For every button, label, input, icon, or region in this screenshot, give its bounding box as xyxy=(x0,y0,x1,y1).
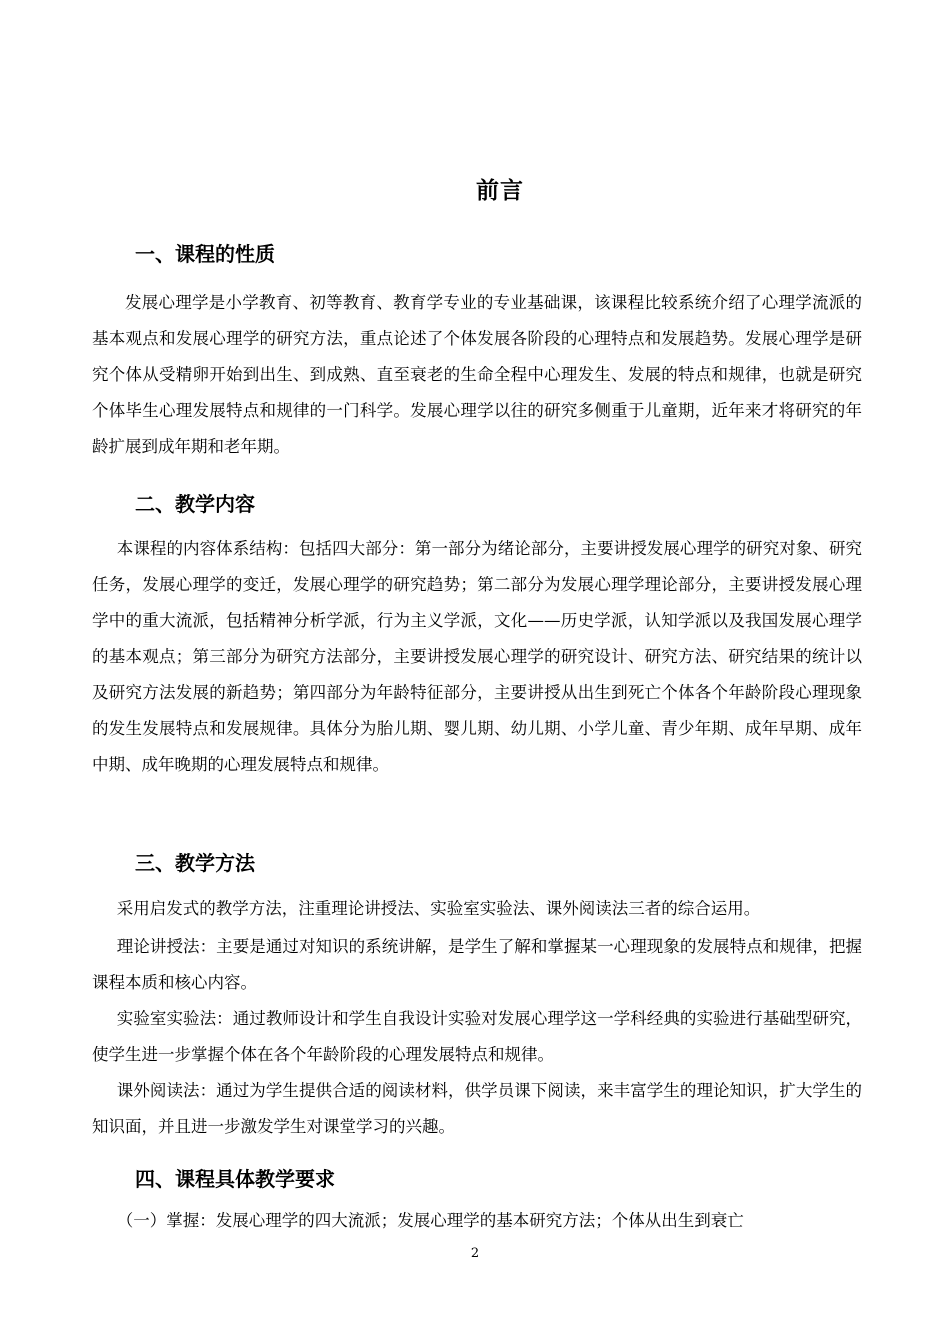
section-heading-content: 二、教学内容 xyxy=(135,492,255,516)
page-number: 2 xyxy=(470,1246,480,1261)
section-paragraph: 采用启发式的教学方法，注重理论讲授法、实验室实验法、课外阅读法三者的综合运用。 xyxy=(116,899,761,918)
section-heading-requirements: 四、课程具体教学要求 xyxy=(135,1167,335,1191)
section-paragraph: 本课程的内容体系结构：包括四大部分：第一部分为绪论部分，主要讲授发展心理学的研究对象、研究任务，发展心理学的变迁，发展心理学的研究趋势；第二部分为发展心理学理论部分，主要讲授发展心理学中的重大流派，包括精神分析学派，行为主义学派，文化——历史学派，认知学派以及我国发展心理学的基本观点；第三部分为研究方法部分，主要讲授发展心理学的研究设计、研究方法、研究结果的统计以及研究方法发展的新趋势；第四部分为年龄特征部分，主要讲授从出生到死亡个体各个年龄阶段心理现象的发生发展特点和发展规律。具体分为胎儿期、婴儿期、幼儿期、小学儿童、青少年期、成年早期、成年中期、成年晚期的心理发展特点和规律。 xyxy=(92,539,862,774)
section-heading-methods: 三、教学方法 xyxy=(135,851,255,875)
section-paragraph: （一）掌握：发展心理学的四大流派；发展心理学的基本研究方法；个体从出生到衰亡 xyxy=(116,1211,744,1230)
section-heading-nature: 一、课程的性质 xyxy=(135,242,275,266)
section-paragraph: 发展心理学是小学教育、初等教育、教育学专业的专业基础课，该课程比较系统介绍了心理学流派的基本观点和发展心理学的研究方法，重点论述了个体发展各阶段的心理特点和发展趋势。发展心理学是研究个体从受精卵开始到出生、到成熟、直至衰老的生命全程中心理发生、发展的特点和规律，也就是研究个体毕生心理发展特点和规律的一门科学。发展心理学以往的研究多侧重于儿童期，近年来才将研究的年龄扩展到成年期和老年期。 xyxy=(92,293,862,456)
section-paragraph: 课外阅读法：通过为学生提供合适的阅读材料，供学员课下阅读，来丰富学生的理论知识，扩大学生的知识面，并且进一步激发学生对课堂学习的兴趣。 xyxy=(92,1081,862,1136)
section-paragraph: 理论讲授法：主要是通过对知识的系统讲解，是学生了解和掌握某一心理现象的发展特点和规律，把握课程本质和核心内容。 xyxy=(92,937,862,992)
document-title: 前言 xyxy=(476,177,524,204)
section-paragraph: 实验室实验法：通过教师设计和学生自我设计实验对发展心理学这一学科经典的实验进行基础型研究，使学生进一步掌握个体在各个年龄阶段的心理发展特点和规律。 xyxy=(92,1009,862,1064)
